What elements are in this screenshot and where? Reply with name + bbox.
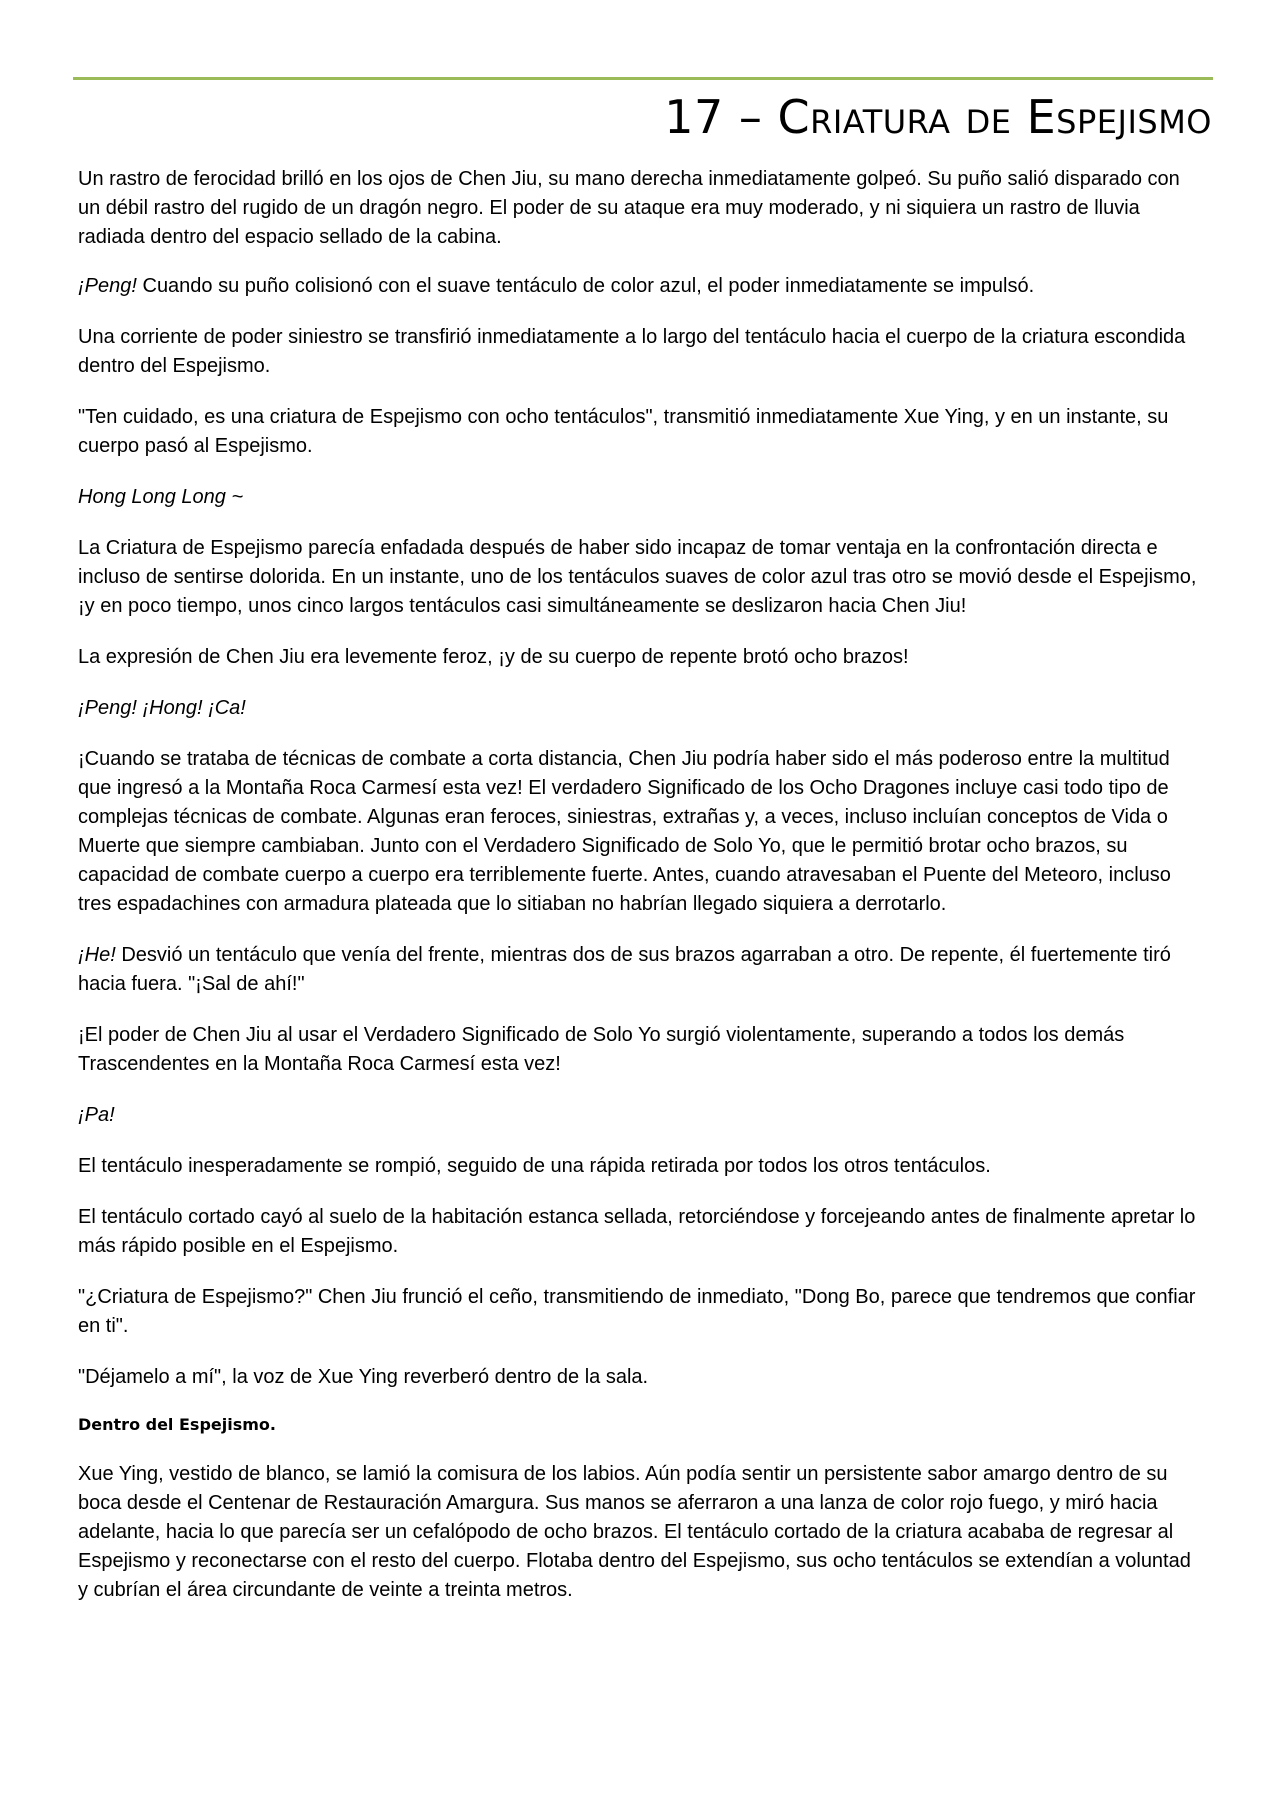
header-rule (73, 77, 1213, 80)
paragraph (78, 1203, 1203, 1261)
paragraph (78, 1021, 1203, 1079)
chapter-title-word: Espejismo (1026, 90, 1212, 144)
paragraph-text: Dentro del Espejismo. (78, 1415, 276, 1434)
paragraph (78, 694, 1203, 723)
paragraph-text: La Criatura de Espejismo parecía enfadada después de haber sido incapaz de tomar ventaja en la confrontación directa e incluso de sentirse dolorida. En un instante, uno de los tentáculos suaves de color azul tras otro se movió desde el Espejismo, ¡y en poco tiempo, unos cinco largos tentáculos casi simultáneamente se deslizaron hacia Chen Jiu! (78, 537, 1197, 617)
chapter-title-word: de (965, 90, 1012, 144)
paragraph (78, 1363, 1203, 1392)
paragraph-text: Un rastro de ferocidad brilló en los ojos de Chen Jiu, su mano derecha inmediatamente golpeó. Su puño salió disparado con un débil rastro del rugido de un dragón negro. El poder de su ataque era muy moderado, y ni siquiera un rastro de lluvia radiada dentro del espacio sellado de la cabina. (78, 168, 1180, 248)
paragraph-text: Una corriente de poder siniestro se transfirió inmediatamente a lo largo del tentáculo hacia el cuerpo de la criatura escondida dentro del Espejismo. (78, 326, 1186, 377)
paragraph (78, 1152, 1203, 1181)
paragraph-text: La expresión de Chen Jiu era levemente feroz, ¡y de su cuerpo de repente brotó ocho brazos! (78, 646, 909, 668)
paragraph (78, 165, 1203, 252)
paragraph-text: Cuando su puño colisionó con el suave tentáculo de color azul, el poder inmediatamente se impulsó. (136, 275, 1035, 297)
paragraph (78, 323, 1203, 381)
paragraph (78, 1283, 1203, 1341)
paragraph-text: El tentáculo cortado cayó al suelo de la habitación estanca sellada, retorciéndose y forcejeando antes de finalmente apretar lo más rápido posible en el Espejismo. (78, 1206, 1196, 1257)
paragraph-text: "¿Criatura de Espejismo?" Chen Jiu frunció el ceño, transmitiendo de inmediato, "Dong Bo, parece que tendremos que confiar en ti". (78, 1286, 1196, 1337)
paragraph (78, 745, 1203, 919)
paragraph-text: El tentáculo inesperadamente se rompió, seguido de una rápida retirada por todos los otros tentáculos. (78, 1155, 991, 1177)
paragraph (78, 534, 1203, 621)
italic-sound-effect: ¡Peng! ¡Hong! ¡Ca! (78, 697, 246, 719)
chapter-title (664, 87, 1212, 147)
paragraph-text: "Déjamelo a mí", la voz de Xue Ying reverberó dentro de la sala. (78, 1366, 649, 1388)
paragraph-text: ¡Cuando se trataba de técnicas de combate a corta distancia, Chen Jiu podría haber sido el más poderoso entre la multitud que ingresó a la Montaña Roca Carmesí esta vez! El verdadero Significado de los Ocho Dragones incluye casi todo tipo de complejas técnicas de combate. Algunas eran feroces, siniestras, extrañas y, a veces, incluso incluían conceptos de Vida o Muerte que siempre cambiaban. Junto con el Verdadero Significado de Solo Yo, que le permitió brotar ocho brazos, su capacidad de combate cuerpo a cuerpo era terriblemente fuerte. Antes, cuando atravesaban el Puente del Meteoro, incluso tres espadachines con armadura plateada que lo sitiaban no habrían llegado siquiera a derrotarlo. (78, 748, 1171, 915)
italic-sound-effect: Hong Long Long ~ (78, 486, 244, 508)
paragraph-text: ¡El poder de Chen Jiu al usar el Verdadero Significado de Solo Yo surgió violentamente, superando a todos los demás Trascendentes en la Montaña Roca Carmesí esta vez! (78, 1024, 1125, 1075)
section-heading (78, 1414, 1203, 1436)
paragraph-text: Desvió un tentáculo que venía del frente, mientras dos de sus brazos agarraban a otro. De repente, él fuertemente tiró hacia fuera. "¡Sal de ahí!" (78, 944, 1171, 995)
paragraph (78, 1101, 1203, 1130)
paragraph (78, 403, 1203, 461)
chapter-number: 17 – (664, 90, 778, 144)
paragraph (78, 483, 1203, 512)
paragraph (78, 643, 1203, 672)
paragraph (78, 272, 1203, 301)
chapter-title-word: Criatura (777, 90, 951, 144)
paragraph (78, 1460, 1203, 1605)
italic-sound-effect: ¡Pa! (78, 1104, 115, 1126)
chapter-body (78, 165, 1203, 1627)
paragraph (78, 941, 1203, 999)
italic-sound-effect: ¡Peng! (78, 275, 137, 297)
paragraph-text: "Ten cuidado, es una criatura de Espejismo con ocho tentáculos", transmitió inmediatamente Xue Ying, y en un instante, su cuerpo pasó al Espejismo. (78, 406, 1169, 457)
italic-sound-effect: ¡He! (78, 944, 116, 966)
paragraph-text: Xue Ying, vestido de blanco, se lamió la comisura de los labios. Aún podía sentir un persistente sabor amargo dentro de su boca desde el Centenar de Restauración Amargura. Sus manos se aferraron a una lanza de color rojo fuego, y miró hacia adelante, hacia lo que parecía ser un cefalópodo de ocho brazos. El tentáculo cortado de la criatura acababa de regresar al Espejismo y reconectarse con el resto del cuerpo. Flotaba dentro del Espejismo, sus ocho tentáculos se extendían a voluntad y cubrían el área circundante de veinte a treinta metros. (78, 1463, 1191, 1601)
